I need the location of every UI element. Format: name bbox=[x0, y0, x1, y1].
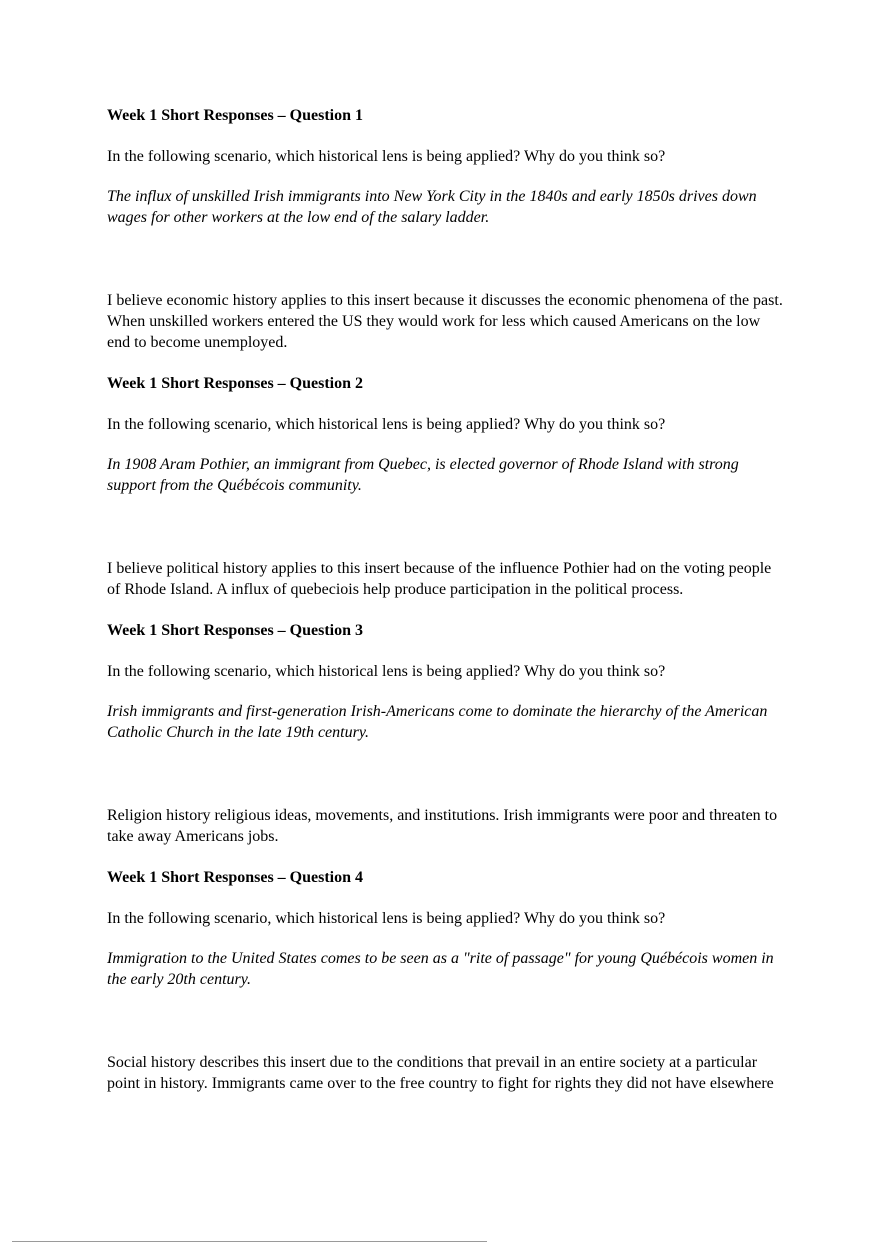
scenario-text: Irish immigrants and first-generation Irish-Americans come to dominate the hierarchy of the American Catholic Church in the late 19th century. bbox=[107, 703, 768, 741]
footer-divider bbox=[12, 1241, 487, 1242]
scenario-text: The influx of unskilled Irish immigrants into New York City in the 1840s and early 1850s drives down wages for other workers at the low end of the salary ladder. bbox=[107, 188, 757, 226]
question-heading: Week 1 Short Responses – Question 4 bbox=[107, 869, 364, 886]
question-prompt: In the following scenario, which historical lens is being applied? Why do you think so? bbox=[107, 663, 666, 680]
answer-text: I believe political history applies to this insert because of the influence Pothier had on the voting people of Rhode Island. A influx of quebeciois help produce participation in the political process. bbox=[107, 560, 772, 598]
question-prompt: In the following scenario, which historical lens is being applied? Why do you think so? bbox=[107, 910, 666, 927]
question-block-2 bbox=[107, 373, 787, 600]
question-prompt: In the following scenario, which historical lens is being applied? Why do you think so? bbox=[107, 416, 666, 433]
answer-text: Religion history religious ideas, movements, and institutions. Irish immigrants were poor and threaten to take away Americans jobs. bbox=[107, 807, 778, 845]
question-heading: Week 1 Short Responses – Question 1 bbox=[107, 107, 364, 124]
document-page bbox=[107, 105, 787, 1094]
scenario-text: In 1908 Aram Pothier, an immigrant from Quebec, is elected governor of Rhode Island with strong support from the Québécois community. bbox=[107, 456, 739, 494]
scenario-text: Immigration to the United States comes to be seen as a "rite of passage" for young Québécois women in the early 20th century. bbox=[107, 950, 774, 988]
answer-text: I believe economic history applies to this insert because it discusses the economic phenomena of the past. When unskilled workers entered the US they would work for less which caused Americans on the low end to become unemployed. bbox=[107, 292, 783, 351]
question-heading: Week 1 Short Responses – Question 2 bbox=[107, 375, 364, 392]
question-block-4 bbox=[107, 867, 787, 1094]
question-block-1 bbox=[107, 105, 787, 353]
answer-text: Social history describes this insert due to the conditions that prevail in an entire society at a particular point in history. Immigrants came over to the free country to fight for rights they did not have elsewhere bbox=[107, 1054, 774, 1092]
question-prompt: In the following scenario, which historical lens is being applied? Why do you think so? bbox=[107, 148, 666, 165]
question-block-3 bbox=[107, 620, 787, 847]
question-heading: Week 1 Short Responses – Question 3 bbox=[107, 622, 364, 639]
